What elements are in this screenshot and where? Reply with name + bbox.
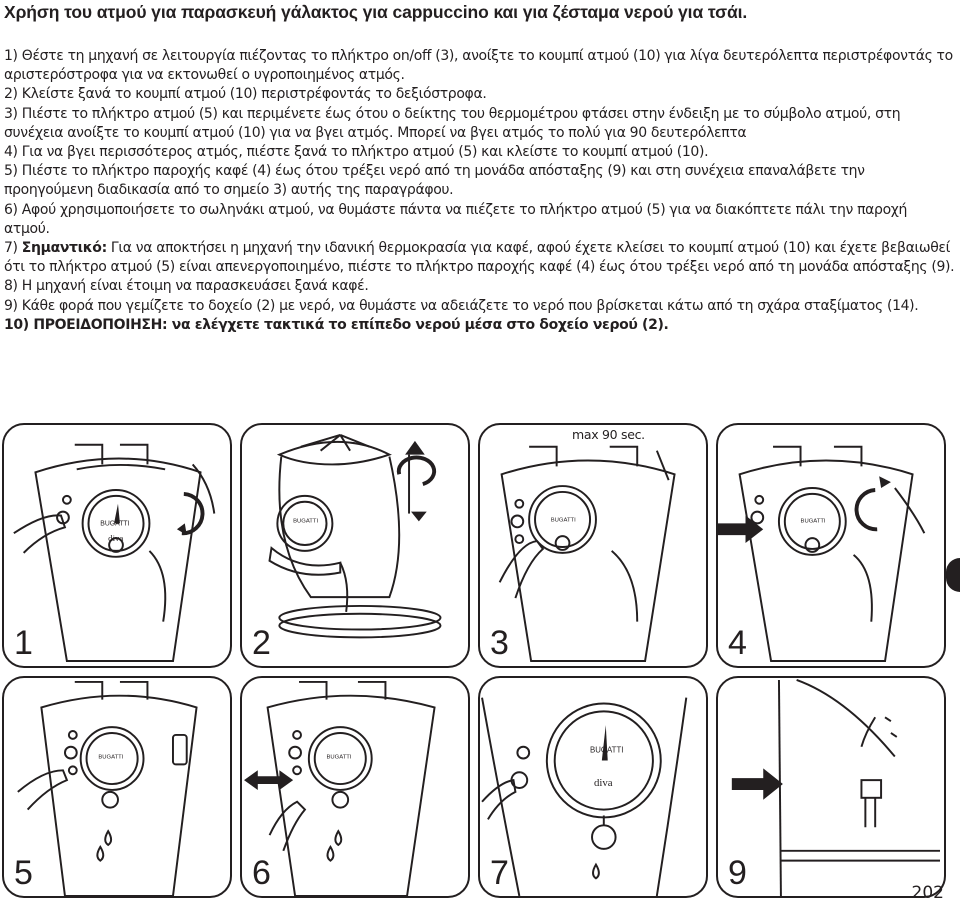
step-7-prefix: 7): [4, 240, 22, 257]
figure-7-illustration: [480, 678, 706, 896]
figure-3-illustration: [480, 425, 706, 666]
section-tab-marker: [946, 558, 960, 592]
figure-9: [716, 676, 946, 898]
page-title: Χρήση του ατμού για παρασκευή γάλακτος για cappuccino και για ζέσταμα νερού για τσάι.: [4, 2, 748, 22]
figure-9-number: 9: [728, 854, 747, 892]
max-steam-time-label: max 90 sec.: [572, 427, 645, 442]
figure-7-number: 7: [490, 854, 509, 892]
step-4-text: 4) Για να βγει περισσότερος ατμός, πιέστε ξανά το πλήκτρο ατμού (5) και κλείστε το κουμπί ατμού (10).: [4, 144, 709, 161]
figure-2-number: 2: [252, 624, 271, 662]
step-7-text: [4, 239, 956, 277]
step-8-text: 8) Η μηχανή είναι έτοιμη να παρασκευάσει ξανά καφέ.: [4, 278, 369, 295]
step-7-body: Για να αποκτήσει η μηχανή την ιδανική θερμοκρασία για καφέ, αφού έχετε κλείσει το κουμπί ατμού (10) και έχετε βεβαιωθεί ότι το πλήκτρο ατμού (5) είναι απενεργοποιημένο, πιέστε το πλήκτρο παροχής καφέ (4) έως ότου τρέξει νερό από τη μονάδα απόσταξης (9).: [4, 240, 955, 276]
figure-6-number: 6: [252, 854, 271, 892]
brand-script-text-1: diva: [108, 533, 124, 544]
brand-logo-text-7: BUGATTI: [590, 745, 624, 755]
figure-3-number: 3: [490, 624, 509, 662]
step-9-text: 9) Κάθε φορά που γεμίζετε το δοχείο (2) με νερό, να θυμάστε να αδειάζετε το νερό που βρίσκεται κάτω από τη σχάρα σταξίματος (14).: [4, 297, 919, 314]
important-label: Σημαντικό:: [21, 240, 107, 257]
step-6-text: 6) Αφού χρησιμοποιήσετε το σωληνάκι ατμού, να θυμάστε πάντα να πιέζετε το πλήκτρο ατμού (5) για να διακόπτετε πάλι την παροχή ατμού.: [4, 201, 908, 237]
step-5-text: 5) Πιέστε το πλήκτρο παροχής καφέ (4) έως ότου τρέξει νερό από τη μονάδα απόσταξης (9) και στη συνέχεια επαναλάβετε την προηγούμενη διαδικασία από το σημείο 3) αυτής της παραγράφου.: [4, 163, 865, 199]
brand-script-text-7: diva: [593, 777, 613, 790]
figure-2: [240, 423, 470, 668]
step-2-text: 2) Κλείστε ξανά το κουμπί ατμού (10) περιστρέφοντάς το δεξιόστροφα.: [4, 86, 487, 103]
figure-5: [2, 676, 232, 898]
brand-logo-text-1: BUGATTI: [100, 520, 130, 528]
figure-4: [716, 423, 946, 668]
figure-1-illustration: [4, 425, 230, 666]
figure-4-illustration: [718, 425, 944, 666]
warning-text: 10) ΠΡΟΕΙΔΟΠΟΙΗΣΗ: να ελέγχετε τακτικά το επίπεδο νερού μέσα στο δοχείο νερού (2).: [4, 316, 669, 333]
page-number: 202: [911, 883, 944, 903]
figure-3: [478, 423, 708, 668]
figure-1-number: 1: [14, 624, 33, 662]
step-3-text: 3) Πιέστε το πλήκτρο ατμού (5) και περιμένετε έως ότου ο δείκτης του θερμομέτρου φτάσει στην ένδειξη με το σύμβολο ατμού, στη συνέχεια ανοίξτε το κουμπί ατμού (10) για να βγει ατμός. Μπορεί να βγει ατμός το πολύ για 90 δευτερόλεπτα: [4, 105, 901, 141]
figure-4-number: 4: [728, 624, 747, 662]
brand-logo-text-4: BUGATTI: [800, 518, 826, 525]
step-1-text: 1) Θέστε τη μηχανή σε λειτουργία πιέζοντας το πλήκτρο on/off (3), ανοίξτε το κουμπί ατμού (10) για λίγα δευτερόλεπτα περιστρέφοντάς το αριστερόστροφα για να εκτονωθεί ο υγροποιημένος ατμός.: [4, 48, 953, 84]
figure-9-illustration: [718, 678, 944, 896]
brand-logo-text-3: BUGATTI: [550, 517, 576, 524]
brand-logo-text-5: BUGATTI: [98, 754, 124, 761]
figure-7: [478, 676, 708, 898]
figure-2-illustration: [242, 425, 468, 666]
figure-6: [240, 676, 470, 898]
figure-5-number: 5: [14, 854, 33, 892]
figure-5-illustration: [4, 678, 230, 896]
figure-1: [2, 423, 232, 668]
figure-6-illustration: [242, 678, 468, 896]
brand-logo-text-6: BUGATTI: [326, 754, 352, 761]
brand-logo-text-2: BUGATTI: [293, 518, 319, 525]
instructions-text: [4, 47, 956, 335]
